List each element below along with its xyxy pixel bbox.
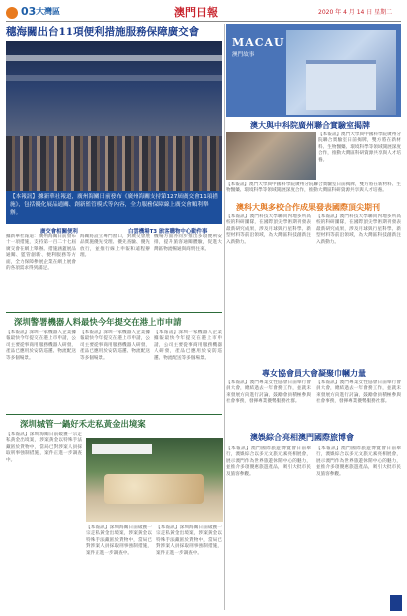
story-3-body-left: 【本報訊】澳門專業女性協會日前舉行會員大會，總結過去一年會務工作，並就未來發展方向進行討論，鼓勵會員積極參與社會事務，發揮專業優勢服務社群。	[226, 380, 311, 405]
lead-body-left: 據新華社報道：廣州海關日前發布十一項措施，支持第一百二十七屆廣交會在網上舉辦。措施涵蓋展品通關、監管創新、便利服務等方面，全力保障參展企業在網上展會的各項需求得到滿足。	[6, 234, 76, 272]
story-1-body: 【本報訊】澳門大學與中國科學院廣州分院聯合實驗室日前揭牌，雙方將在新材料、生物醫藥、環境科學等領域開展深度合作，推動大灣區科研資源共享與人才培養。	[318, 132, 401, 163]
story-5-body-left: 【本報訊】深圳一家機器人企業據報最快今年提交在港上市申請，公司主要從事商用服務機器人研發，產品已應用於安防巡邏、物流配送等多個場景。	[6, 330, 76, 361]
subhead-left: 廣交會相關便利	[40, 229, 78, 235]
dateline: 2020 年 4 月 14 日 星期二	[318, 9, 393, 16]
subhead-right: 白雲機場T3 旅客購物中心動件事	[128, 229, 208, 235]
story-6-body-mid: 【本報訊】深圳海關日前破獲一宗走私黃金出境案，涉案黃金以特殊手法藏匿於貨物中，當局已對涉案人員採取刑事強制措施，案件正進一步調查中。	[86, 525, 152, 556]
lead-body-mid: 海關將設立專門窗口，對廣交會展品實施優先受理、優先查驗、優先放行，並推行線上申報和遠程辦理。	[80, 234, 150, 259]
story-6-photo	[86, 438, 223, 522]
lead-photo[interactable]	[6, 41, 222, 191]
lead-caption: 【本報訊】據新華社報道，廣州海關日前發布《廣州海關支持第127屆廣交會11項措施》，包括優化展品通關、創新監管模式等內容，全力服務保障線上廣交會順利舉辦。	[6, 191, 222, 224]
page-number-badge-icon	[6, 7, 18, 19]
story-6-title[interactable]: 深圳城管一鍋好禾走私黃金出境案	[20, 419, 146, 429]
story-1-photo	[226, 132, 316, 180]
story-2-title[interactable]: 澳科大與多校合作成果發表國際頂尖期刊	[236, 203, 380, 212]
gold-items	[104, 474, 204, 504]
section-name: 大灣區	[36, 7, 60, 16]
story-5-title[interactable]: 深圳警署機器人料最快今年提交在港上市申請	[14, 317, 182, 327]
story-4-title[interactable]: 澳娛綜合亮相澳門國際旅博會	[250, 433, 354, 442]
photo-label-strip	[92, 444, 152, 454]
macau-banner	[226, 24, 401, 117]
story-3-title[interactable]: 專女協會員大會凝聚巾幗力量	[262, 369, 366, 378]
macau-photo	[286, 30, 396, 115]
story-4-body-right: 【本報訊】澳門國際旅遊博覽會日前舉行，澳娛綜合以多元文旅元素亮相展會，展示澳門作為世界旅遊休閒中心的魅力，並推介多項優惠旅遊產品，吸引大批市民及旅客參觀。	[316, 446, 401, 477]
column-separator	[224, 24, 225, 610]
lead-body-right: 機場方面亦同步推出多項便利安排，提升旅客通關體驗，促進大灣區物流暢通與商貿往來。	[154, 234, 222, 252]
story-5-body-mid: 【本報訊】深圳一家機器人企業據報最快今年提交在港上市申請，公司主要從事商用服務機器人研發，產品已應用於安防巡邏、物流配送等多個場景。	[80, 330, 150, 361]
green-divider	[6, 414, 222, 415]
macau-subtitle: 澳門故事	[232, 52, 255, 58]
story-6-body-left: 【本報訊】深圳海關日前破獲一宗走私黃金出境案，涉案黃金以特殊手法藏匿於貨物中，當局已對涉案人員採取刑事強制措施，案件正進一步調查中。	[6, 432, 82, 463]
story-2-body-left: 【本報訊】澳門科技大學聯同內地多所高校的科研團隊，在國際頂尖學術期刊發表最新研究成果，涉及月球與行星科學、新型材料等前沿領域，為大灣區科技創新注入新動力。	[226, 214, 311, 245]
story-1-body-cont: 【本報訊】澳門大學與中國科學院廣州分院聯合實驗室日前揭牌，雙方將在新材料、生物醫藥、環境科學等領域開展深度合作，推動大灣區科研資源共享與人才培養。	[226, 182, 401, 194]
building-shape	[306, 60, 376, 110]
masthead: 澳門日報	[174, 6, 218, 19]
crowd-area	[6, 136, 222, 191]
story-6-body-right: 【本報訊】深圳海關日前破獲一宗走私黃金出境案，涉案黃金以特殊手法藏匿於貨物中，當局已對涉案人員採取刑事強制措施，案件正進一步調查中。	[156, 525, 222, 556]
header-rule	[6, 21, 401, 22]
green-divider	[6, 312, 222, 313]
publisher-logo-icon	[390, 595, 402, 611]
lead-headline[interactable]: 穗海關出台11項便利措施服務保障廣交會	[6, 26, 200, 38]
story-3-body-right: 【本報訊】澳門專業女性協會日前舉行會員大會，總結過去一年會務工作，並就未來發展方向進行討論，鼓勵會員積極參與社會事務，發揮專業優勢服務社群。	[316, 380, 401, 405]
story-1-title[interactable]: 澳大與中科院廣州聯合實驗室揭牌	[250, 121, 370, 130]
story-5-body-right: 【本報訊】深圳一家機器人企業據報最快今年提交在港上市申請，公司主要從事商用服務機器人研發，產品已應用於安防巡邏、物流配送等多個場景。	[154, 330, 222, 361]
ceiling-light	[6, 75, 222, 81]
macau-title: MACAU	[232, 36, 285, 49]
story-4-body-left: 【本報訊】澳門國際旅遊博覽會日前舉行，澳娛綜合以多元文旅元素亮相展會，展示澳門作為世界旅遊休閒中心的魅力，並推介多項優惠旅遊產品，吸引大批市民及旅客參觀。	[226, 446, 311, 477]
page-number: 03	[21, 5, 37, 18]
ceiling-light	[6, 55, 222, 61]
story-2-body-right: 【本報訊】澳門科技大學聯同內地多所高校的科研團隊，在國際頂尖學術期刊發表最新研究成果，涉及月球與行星科學、新型材料等前沿領域，為大灣區科技創新注入新動力。	[316, 214, 401, 245]
